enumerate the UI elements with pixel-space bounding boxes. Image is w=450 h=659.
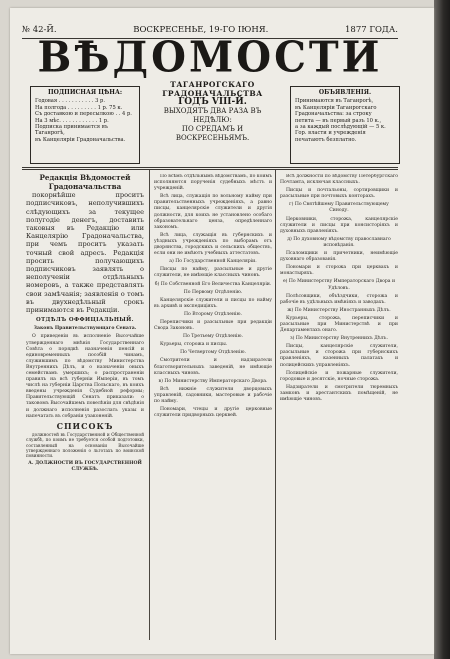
list-title: СПИСОКЪ	[56, 420, 114, 431]
subheading: ж) По Министерству Иностранныхъ Дѣлъ.	[287, 307, 391, 313]
subscription-line: На полгода . . . . . . . . . 1 р. 75 к.	[35, 104, 123, 111]
issue-number: № 42-Й.	[22, 25, 57, 35]
masthead-title: ВѢДОМОСТИ	[37, 32, 383, 83]
subtitle-block	[150, 80, 275, 143]
paragraph: Псаломщики и причетники, неимѣющіе духовнаго образованія.	[280, 251, 398, 263]
list-text: должностей въ Государственной и Общественной службѣ, по коимъ не требуется особой подготовки, составленный на основаніи Высочайше утвержденнаго положенія о льготахъ по воинской повинности.	[26, 431, 144, 459]
paragraph: Церковники, сторожа, канцелярскіе служители и писцы при консисторіяхъ и духовныхъ правленіяхъ.	[280, 216, 398, 234]
paragraph: Пономари, чтецы и другіе церковные служители придворныхъ церквей.	[154, 407, 272, 419]
paragraph: Всѣ нижніе служители дворцовыхъ управленій, садовники, мастеровые и рабочіе по найму.	[154, 386, 272, 404]
column-divider	[149, 170, 150, 640]
announcement-line: Градоначальства: за строку	[295, 111, 372, 118]
issue-date: ВОСКРЕСЕНЬЕ, 19-ГО ІЮНЯ.	[133, 25, 269, 35]
announcement-line: петита — въ первый разъ 10 к.,	[295, 117, 382, 124]
announcement-line: въ Канцеляріи Таганрогскаго	[295, 104, 377, 111]
section-a-heading: А. ДОЛЖНОСТИ ВЪ ГОСУДАРСТВЕННОЙ СЛУЖБѢ.	[28, 460, 142, 472]
subtitle-line-4: ПО СРЕДАМЪ И ВОСКРЕСЕНЬЯМЪ.	[175, 125, 250, 142]
subheading: По Четвертому Отдѣленію.	[180, 350, 246, 356]
paragraph: Пономари и сторожа при церквахъ и монастыряхъ.	[280, 265, 398, 277]
header-rule	[22, 167, 398, 168]
announcement-line: а за каждый послѣдующій — 5 к.	[295, 124, 386, 131]
subheading: д) По духовному вѣдомству православнаго исповѣданія.	[287, 236, 391, 248]
subscription-line: Съ доставкою и пересылкою . . 4 р.	[35, 111, 132, 118]
subheading: По Первому Отдѣленію.	[183, 289, 243, 295]
order-title: Законъ Правительствующаго Сената.	[33, 326, 137, 332]
paragraph: Всѣ лица, служащія въ губернскихъ и уѣздныхъ учрежденіяхъ по выборамъ отъ дворянства, городскихъ и сельскихъ обществъ, если они не имѣютъ учебныхъ аттестатовъ.	[154, 232, 272, 257]
official-section-heading: ОТДѢЛЪ ОФФИЦІАЛЬНЫЙ.	[36, 317, 134, 324]
subheading: в) По Министерству Императорскаго Двора.	[158, 378, 268, 384]
paragraph: Полицейскіе и пожарные служители, городовые и десятскіе, ночные сторожа.	[280, 370, 398, 382]
paragraph: Всѣ лица, служащія по вольному найму при правительственныхъ учрежденіяхъ, а равно писцы, канцелярскіе служители и другія должности, для коихъ не установлено особаго образовательнаго ценза, опредѣленнаго закономъ.	[154, 194, 272, 230]
subheading: г) По Святѣйшему Правительствующему Синоду.	[289, 202, 389, 214]
subheading: а) По Государственной Канцеляріи.	[169, 259, 257, 265]
paragraph: Надзиратели и смотрители тюремныхъ замковъ и арестантскихъ помѣщеній, не имѣющіе чиновъ.	[280, 384, 398, 402]
column-2	[154, 174, 272, 638]
subscription-line: въ Канцеляріи Градоначальства.	[35, 136, 126, 143]
subheading: з) По Министерству Внутреннихъ Дѣлъ.	[290, 336, 388, 342]
paragraph: Переписчики и разсыльные при редакціи Свода Законовъ.	[154, 319, 272, 332]
subscription-title: ПОДПИСНАЯ ЦѢНА:	[47, 89, 123, 96]
paragraph: Полѣсовщики, объѣздчики, сторожа и рабочіе въ удѣльныхъ имѣніяхъ и заводахъ.	[280, 293, 398, 305]
subheading: б) По Собственной Его Величества Канцеляріи.	[154, 281, 272, 287]
column-3	[280, 174, 398, 638]
book-binding	[434, 0, 450, 659]
announcement-line: Принимаются въ Таганрогѣ,	[295, 98, 374, 105]
redaction-appeal: покорнѣйше проситъ подписчиковъ, неполучившихъ слѣдующихъ за текущее полугодіе денегъ, доставить таковыя въ Редакцію или Канцелярію Градоначальства, при чемъ проситъ указать точный свой адресъ. Редакція просить получающихъ подписчиковъ заявлять о неполученіи отдѣльныхъ номеровъ, а также представлять свои замѣчанія; заявленія о томъ въ двухнедѣльный срокъ принимаются въ Редакціи.	[26, 191, 144, 315]
subscription-line: Подписка принимается въ Таганрогѣ,	[35, 124, 108, 137]
announcement-line: Гор. власти и учрежденія	[295, 130, 366, 137]
column-divider	[275, 170, 276, 640]
subtitle-line-2: ГОДЪ VIII-Й.	[178, 97, 247, 107]
subheading: По Второму Отдѣленію.	[184, 311, 242, 317]
paragraph: Курьеры, сторожа, переписчики и разсыльные при Министерствѣ и при Департаментахъ онаго.	[280, 315, 398, 334]
issue-year: 1877 ГОДА.	[345, 25, 398, 35]
subtitle-line-3: ВЫХОДЯТЪ ДВА РАЗА ВЪ НЕДѢЛЮ:	[163, 107, 262, 124]
redaction-heading: Редакція Вѣдомостей Градоначальства	[39, 174, 131, 191]
subscription-line: На 3 мѣс. . . . . . . . . . . . 1 р.	[35, 117, 109, 124]
announcement-title: ОБЪЯВЛЕНІЯ.	[318, 89, 372, 96]
paragraph: Всѣ должности по вѣдомству Петербургскаго Почтамта, исключая классныхъ.	[280, 174, 398, 186]
header-rule-double	[22, 169, 398, 170]
subscription-box	[30, 86, 140, 164]
subheading: е) По Министерству Императорскаго Двора и Удѣловъ.	[282, 279, 396, 291]
announcement-line: печатаютъ безплатно.	[295, 136, 357, 143]
paragraph: Канцелярскіе служители и писцы по найму въ архивѣ и экспедиціяхъ.	[154, 297, 272, 309]
subscription-line: Годовая . . . . . . . . . . . 3 р.	[35, 98, 106, 105]
paragraph: По всѣмъ отдѣльнымъ вѣдомствамъ, по коимъ исполняются порученія судебныхъ мѣстъ и учрежденій.	[154, 174, 272, 192]
paragraph: Писцы по найму, разсыльные и другіе служители, не имѣющіе классныхъ чиновъ.	[154, 267, 272, 279]
announcement-box	[290, 86, 400, 164]
paragraph: Писцы и почтальоны, сортировщики и разсыльные при почтовыхъ конторахъ.	[280, 188, 398, 200]
subheading: По Третьему Отдѣленію.	[183, 334, 243, 340]
column-1	[26, 174, 144, 638]
paragraph: Курьеры, сторожа и писцы.	[160, 342, 228, 348]
subtitle-line-1: ТАГАНРОГСКАГО ГРАДОНАЧАЛЬСТВА	[162, 80, 263, 98]
paragraph: Смотрители и надзиратели благотворительныхъ заведеній, не имѣющіе классныхъ чиновъ.	[154, 358, 272, 376]
paragraph: Писцы, канцелярскіе служители, разсыльные и сторожа при губернскихъ правленіяхъ, казенныхъ палатахъ и полицейскихъ управленіяхъ.	[280, 344, 398, 368]
order-text: О приведеніи въ исполненіе Высочайше утвержденнаго мнѣнія Государственнаго Совѣта о порядкѣ назначенія пенсій и единовременныхъ пособій чинамъ, служившимъ по вѣдомству Министерства Внутреннихъ Дѣлъ, и о назначеніи оныхъ семействамъ умершихъ; о распространеніи правилъ на всѣ губерніи Имперіи, въ томъ числѣ на губерніи Царства Польскаго, въ коихъ введены учрежденія Судебной реформы; Правительствующій Сенатъ приказали: о таковомъ Высочайшемъ повелѣніи для свѣдѣнія и должнаго исполненія разослать указы и напечатать въ собраніи узаконеній.	[26, 334, 144, 419]
